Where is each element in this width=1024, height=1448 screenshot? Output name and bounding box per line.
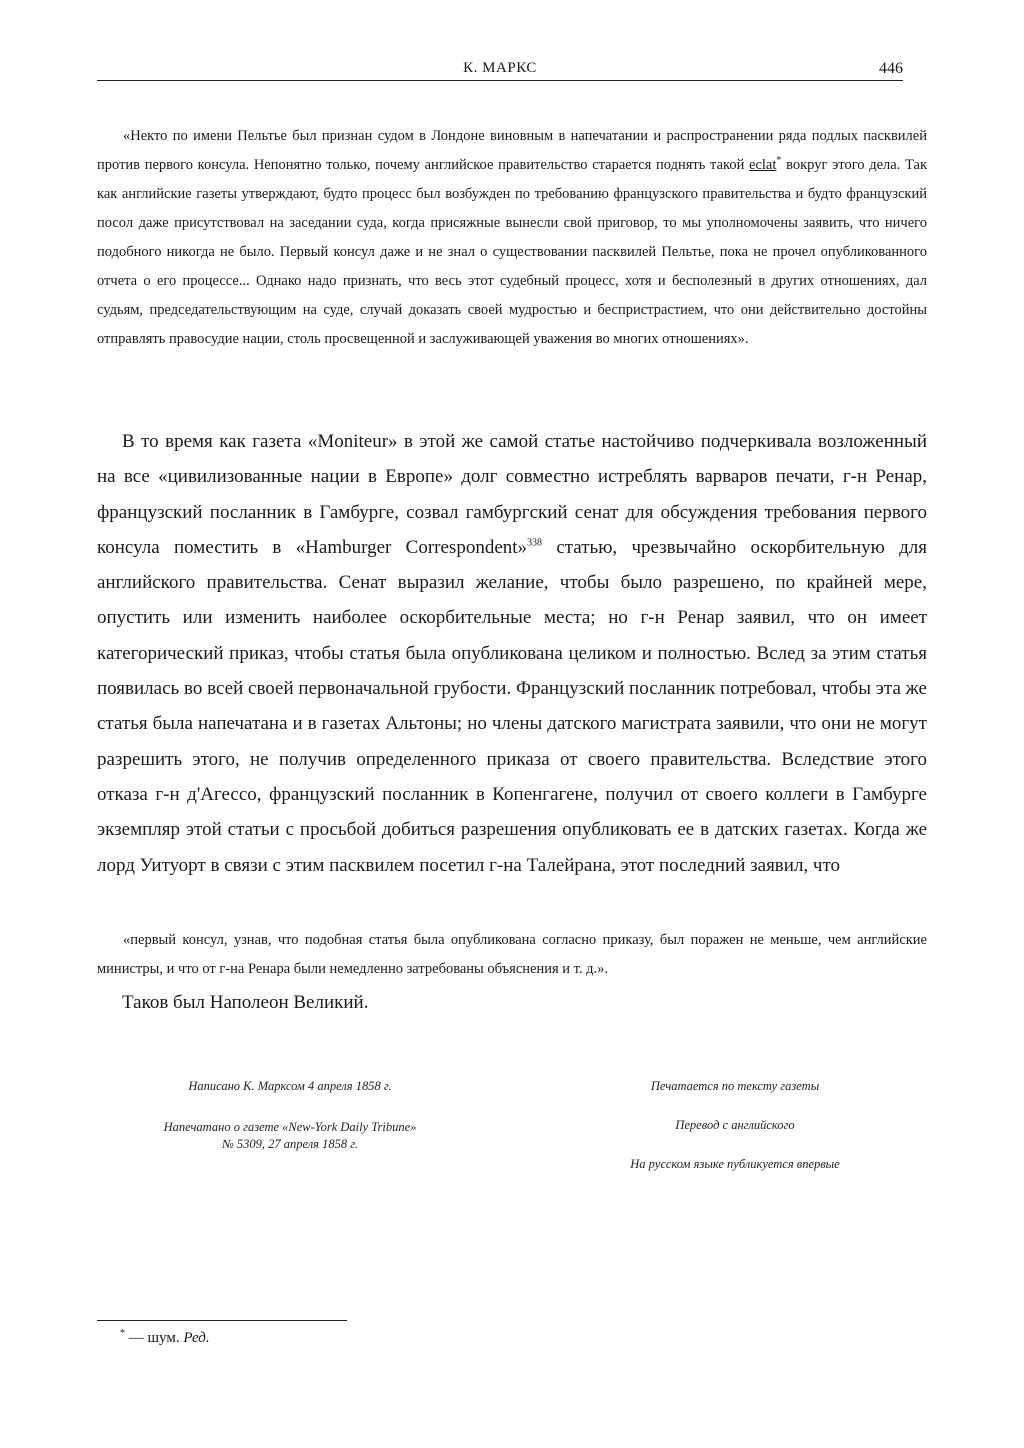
- footnote-divider: [97, 1320, 347, 1321]
- note-reference: 338: [527, 537, 543, 549]
- footnote: * — шум. Ред.: [120, 1328, 210, 1346]
- running-title: К. МАРКС: [463, 60, 537, 76]
- footnote-marker: *: [776, 155, 782, 167]
- main-paragraph: В то время как газета «Moniteur» в этой же самой статье настойчиво подчеркивала возложенный на все «цивилизованные нации в Европе» долг совместно истреблять варваров печати, г-н Ренар, французский посланник в Гамбурге, созвал гамбургский сенат для обсуждения требования первого консула поместить в «Hamburger Correspondent»$^{338}$ статью, чрезвычайно оскорбительную для английского правительства. Сенат выразил желание, чтобы было разрешено, по крайней мере, опустить или изменить наиболее оскорбительные места; но г-н Ренар заявил, что он имеет категорический приказ, чтобы статья была опубликована целиком и полностью. Вслед за этим статья появилась во всей своей первоначальной грубости. Французский посланник потребовал, чтобы эта же статья была напечатана и в газетах Альтоны; но члены датского магистрата заявили, что они не могут разрешить этого, не получив определенного приказа от своего правительства. Вследствие этого отказа г-н д'Агессо, французский посланник в Копенгагене, получил от своего коллеги в Гамбурге экземпляр этой статьи с просьбой добиться разрешения опубликовать ее в датских газетах. Когда же лорд Уитуорт в связи с этим пасквилем посетил г-на Талейрана, этот последний заявил, что: [97, 431, 927, 876]
- quote-block-2: [97, 926, 927, 984]
- quote-block-1: [97, 122, 927, 354]
- translation-note: Перевод с английского: [675, 1118, 795, 1132]
- publication-info-left: [120, 1078, 460, 1175]
- foreign-term: eclat: [749, 157, 777, 173]
- printed-in: Напечатано о газете «New-York Daily Tribune» № 5309, 27 апреля 1858 г.: [163, 1120, 417, 1151]
- quote-paragraph-2: «первый консул, узнав, что подобная статья была опубликована согласно приказу, был поражен не меньше, чем английские министры, и что от г-на Ренара были немедленно затребованы объяснения и т. д.».: [97, 932, 927, 977]
- written-date: Написано К. Марксом 4 апреля 1858 г.: [188, 1079, 392, 1093]
- closing-sentence: Таков был Наполеон Великий.: [122, 992, 369, 1013]
- page-header: [97, 58, 903, 81]
- source-note: Печатается по тексту газеты: [650, 1079, 820, 1093]
- publication-info-right: [580, 1078, 890, 1195]
- quote-paragraph-1: «Некто по имени Пельтье был признан судом в Лондоне виновным в напечатании и распространении ряда подлых пасквилей против первого консула. Непонятно только, почему английское правительство старается поднять такой eclat* вокруг этого дела. Так как английские газеты утверждают, будто процесс был возбужден по требованию французского правительства и будто французский посол даже присутствовал на заседании суда, когда присяжные вынесли свой приговор, то мы уполномочены заявить, что ничего подобного никогда не было. Первый консул даже и не знал о существовании пасквилей Пельтье, пока не прочел опубликованного отчета о его процессе... Однако надо признать, что весь этот судебный процесс, хотя и бесполезный в других отношениях, дал судьям, председательствующим на суде, случай доказать своей мудростью и беспристрастием, что они действительно достойны отправлять правосудие нации, столь просвещенной и заслуживающей уважения во многих отношениях».: [97, 128, 928, 347]
- page-number: 446: [879, 60, 903, 77]
- first-publication-note: На русском языке публикуется впервые: [630, 1157, 840, 1171]
